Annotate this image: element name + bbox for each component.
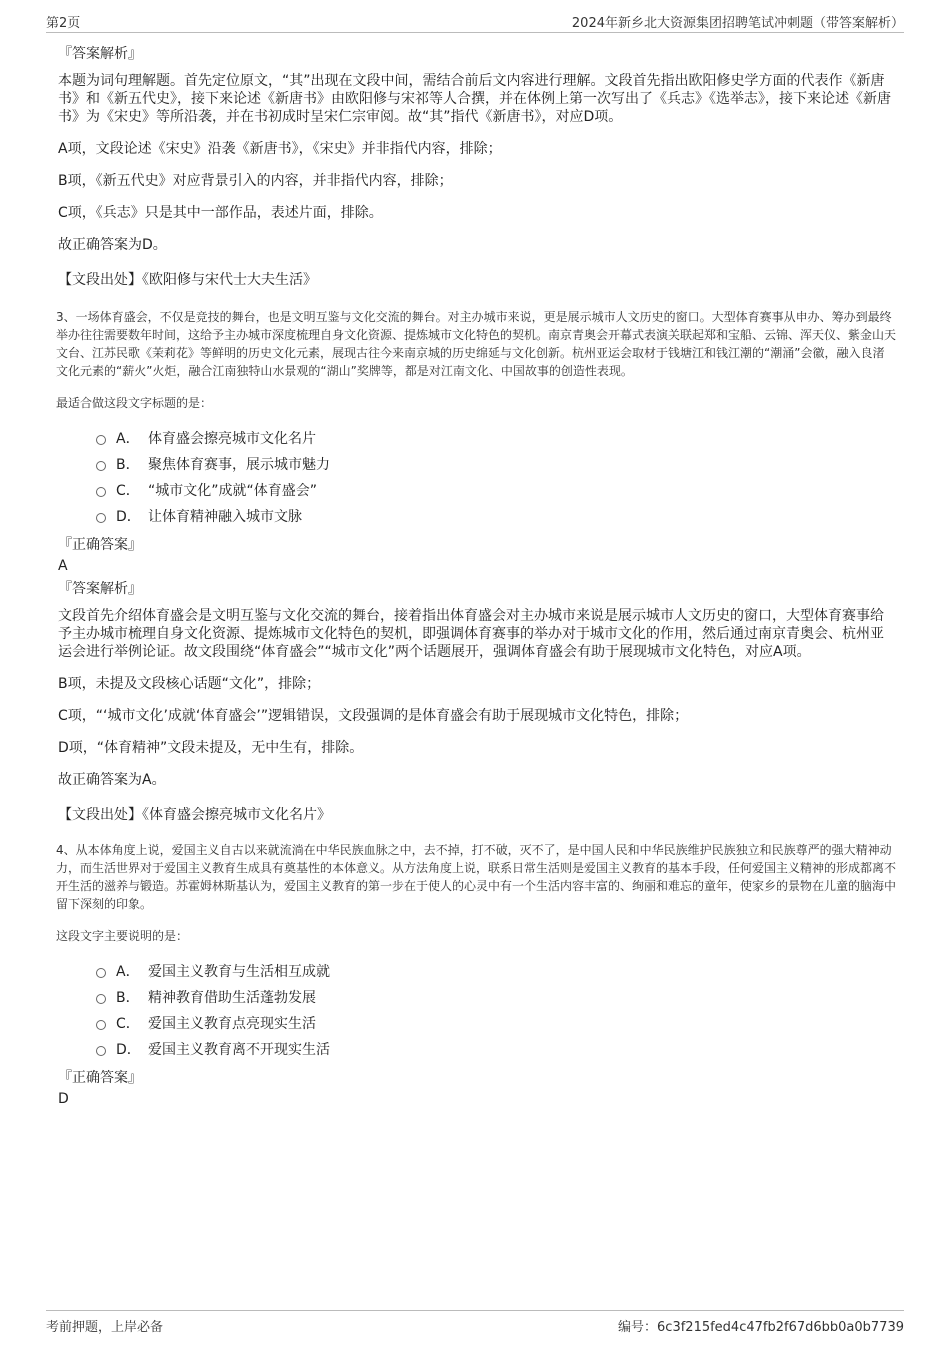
text-source: 【文段出处】《体育盛会擦亮城市文化名片》	[58, 807, 331, 823]
question-prompt: 这段文字主要说明的是：	[56, 929, 189, 943]
analysis-text: 文段首先介绍体育盛会是文明互鉴与文化交流的舞台，接着指出体育盛会对主办城市来说是展示城市人文历史的窗口，大型体育赛事给予主办城市梳理自身文化资源、提炼城市文化特色的契机，即强调体育赛事的举办对于城市文化的作用，然后通过南京青奥会、杭州亚运会进行举例论证。故文段围绕“体育盛会”“城市文化”两个话题展开，强调体育盛会有助于展现城市文化特色，对应A项。	[58, 608, 884, 660]
option-text: 体育盛会擦亮城市文化名片	[148, 431, 316, 447]
page-footer	[46, 1310, 904, 1337]
radio-icon[interactable]	[96, 968, 106, 978]
question-text: 4、从本体角度上说，爱国主义自古以来就流淌在中华民族血脉之中，去不掉，打不破，灭不了，是中国人民和中华民族维护民族独立和民族尊严的强大精神动力，而生活世界对于爱国主义教育生成具有奠基性的本体意义。从方法角度上说，联系日常生活则是爱国主义教育的基本手段，任何爱国主义精神的形成都离不开生活的滋养与锻造。苏霍姆林斯基认为，爱国主义教育的第一步在于使人的心灵中有一个生活内容丰富的、绚丽和难忘的童年，使家乡的景物在儿童的脑海中留下深刻的印象。	[56, 843, 897, 911]
radio-icon[interactable]	[96, 435, 106, 445]
radio-icon[interactable]	[96, 513, 106, 523]
option-letter: B．	[116, 990, 140, 1006]
options-list	[96, 425, 896, 529]
option-text: “城市文化”成就“体育盛会”	[148, 483, 318, 499]
answer-value: A	[58, 558, 68, 574]
option-a[interactable]	[96, 958, 896, 984]
analysis-option-a: A项，文段论述《宋史》沿袭《新唐书》，《宋史》并非指代内容，排除；	[58, 141, 502, 157]
answer-label: 『正确答案』	[58, 1070, 142, 1086]
option-text: 爱国主义教育与生活相互成就	[148, 964, 330, 980]
radio-icon[interactable]	[96, 994, 106, 1004]
answer-label: 『正确答案』	[58, 537, 142, 553]
analysis-option-b: B项，未提及文段核心话题“文化”，排除；	[58, 676, 321, 692]
analysis-text: 本题为词句理解题。首先定位原文，“其”出现在文段中间，需结合前后文内容进行理解。文段首先指出欧阳修史学方面的代表作《新唐书》和《新五代史》，接下来论述《新唐书》由欧阳修与宋祁等人合撰，并在体例上第一次写出了《兵志》《选举志》，接下来论述《新唐书》为《宋史》等所沿袭，并在书初成时呈宋仁宗审阅。故“其”指代《新唐书》，对应D项。	[58, 73, 891, 125]
document-title: 2024年新乡北大资源集团招聘笔试冲刺题（带答案解析）	[571, 16, 904, 31]
option-text: 爱国主义教育离不开现实生活	[148, 1042, 330, 1058]
option-text: 精神教育借助生活蓬勃发展	[148, 990, 316, 1006]
option-d[interactable]	[96, 503, 896, 529]
option-text: 聚焦体育赛事，展示城市魅力	[148, 457, 330, 473]
answer-value: D	[58, 1091, 69, 1107]
option-d[interactable]	[96, 1036, 896, 1062]
analysis-label: 『答案解析』	[58, 46, 142, 62]
option-text: 爱国主义教育点亮现实生活	[148, 1016, 316, 1032]
radio-icon[interactable]	[96, 1020, 106, 1030]
document-id: 编号：6c3f215fed4c47fb2f67d6bb0a0b7739	[618, 1320, 904, 1335]
option-b[interactable]	[96, 984, 896, 1010]
text-source: 【文段出处】《欧阳修与宋代士大夫生活》	[58, 272, 317, 288]
option-b[interactable]	[96, 451, 896, 477]
option-text: 让体育精神融入城市文脉	[148, 509, 302, 525]
analysis-label: 『答案解析』	[58, 581, 142, 597]
option-letter: D．	[116, 1042, 141, 1058]
page-header	[46, 8, 904, 33]
analysis-option-d: D项，“体育精神”文段未提及，无中生有，排除。	[58, 740, 364, 756]
analysis-option-c: C项，《兵志》只是其中一部作品，表述片面，排除。	[58, 205, 383, 221]
option-letter: A．	[116, 964, 140, 980]
question-text: 3、一场体育盛会，不仅是竞技的舞台，也是文明互鉴与文化交流的舞台。对主办城市来说，更是展示城市人文历史的窗口。大型体育赛事从申办、筹办到最终举办往往需要数年时间，这给予主办城市深度梳理自身文化资源、提炼城市文化特色的契机。南京青奥会开幕式表演关联起郑和宝船、云锦、浑天仪、紫金山天文台、江苏民歌《茉莉花》等鲜明的历史文化元素，展现古往今来南京城的历史绵延与文化创新。杭州亚运会取材于钱塘江和钱江潮的“潮涌”会徽，融入良渚文化元素的“薪火”火炬，融合江南独特山水景观的“湖山”奖牌等，都是对江南文化、中国故事的创造性表现。	[56, 310, 897, 378]
page-number: 第2页	[46, 16, 81, 31]
radio-icon[interactable]	[96, 461, 106, 471]
question-3	[56, 308, 896, 825]
analysis-option-b: B项，《新五代史》对应背景引入的内容，并非指代内容，排除；	[58, 173, 453, 189]
option-letter: D．	[116, 509, 141, 525]
question-prompt: 最适合做这段文字标题的是：	[56, 396, 213, 410]
main-content	[56, 44, 896, 1108]
footer-slogan: 考前押题，上岸必备	[46, 1320, 164, 1335]
option-letter: C．	[116, 483, 140, 499]
radio-icon[interactable]	[96, 487, 106, 497]
option-a[interactable]	[96, 425, 896, 451]
analysis-option-c: C项，“‘城市文化’成就‘体育盛会’”逻辑错误，文段强调的是体育盛会有助于展现城市文化特色，排除；	[58, 708, 689, 724]
question-4	[56, 841, 896, 1108]
option-letter: B．	[116, 457, 140, 473]
analysis-conclusion: 故正确答案为A。	[58, 772, 166, 788]
options-list	[96, 958, 896, 1062]
option-letter: C．	[116, 1016, 140, 1032]
analysis-conclusion: 故正确答案为D。	[58, 237, 167, 253]
radio-icon[interactable]	[96, 1046, 106, 1056]
option-c[interactable]	[96, 1010, 896, 1036]
option-letter: A．	[116, 431, 140, 447]
option-c[interactable]	[96, 477, 896, 503]
